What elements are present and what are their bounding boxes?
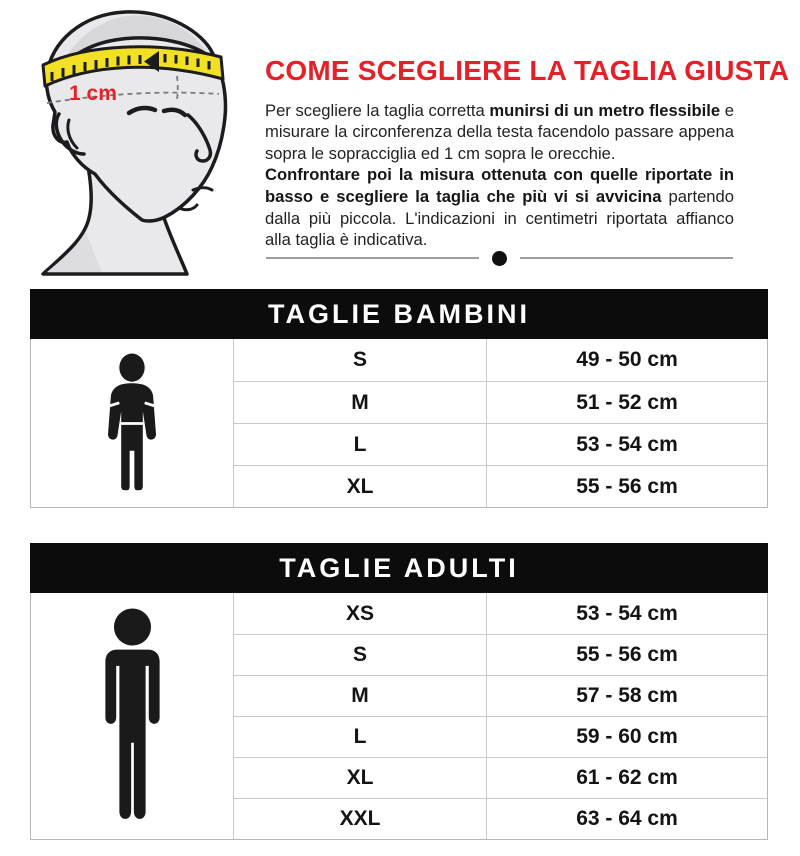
intro-p1-bold: munirsi di un metro flessibile [489,100,721,120]
table-taglie-bambini [30,289,768,508]
size-label: S [234,634,487,675]
size-label: XXL [234,798,487,839]
intro-p2-bold: Confrontare poi la misura ottenuta con quelle riportate in basso e scegliere la taglia che più vi si avvicina [265,165,734,207]
divider-line-left [266,257,479,259]
size-range: 53 - 54 cm [576,601,678,625]
size-range: 55 - 56 cm [487,465,767,507]
table-taglie-adulti [30,543,768,840]
size-label: M [234,675,487,716]
intro-paragraph-2 [265,164,734,250]
size-range: 57 - 58 cm [487,675,767,716]
size-label: M [234,381,487,423]
adult-figure-icon [31,593,234,839]
size-range: 59 - 60 cm [487,716,767,757]
child-figure-icon [31,339,234,507]
size-label: XS [234,593,487,634]
intro-section [265,55,790,251]
size-range: 53 - 54 cm [487,423,767,465]
size-label: XL [234,465,487,507]
divider-line-right [520,257,733,259]
intro-p1-text: Per scegliere la taglia corretta [265,100,490,120]
tape-label: 1 cm [69,82,117,105]
intro-p1-text2: e misurare la circonferenza della testa facendolo passare appena sopra le sopracciglia ed 1 cm sopra le orecchie. [265,100,735,163]
size-label: XL [234,757,487,798]
size-label: L [234,716,487,757]
table-header-bambini: TAGLIE BAMBINI [30,289,768,339]
head-illustration-svg [6,2,258,276]
size-range: 55 - 56 cm [487,634,767,675]
intro-p2-text: partendo dalla più piccola. L'indicazioni in centimetri riportata affianco alla taglia è indicativa. [265,187,734,250]
size-label: L [234,423,487,465]
size-range: 61 - 62 cm [487,757,767,798]
page-title: COME SCEGLIERE LA TAGLIA GIUSTA [265,55,790,86]
intro-paragraph-1 [265,100,734,165]
mouth [193,188,212,190]
table-body-bambini [30,339,768,508]
section-divider [266,250,733,266]
size-label: S [234,339,487,381]
table-header-adulti: TAGLIE ADULTI [30,543,768,593]
size-range: 63 - 64 cm [487,798,767,839]
divider-dot [492,251,507,266]
head-measurement-illustration [6,2,258,276]
table-body-adulti [30,593,768,840]
size-range: 51 - 52 cm [487,381,767,423]
size-range: 49 - 50 cm [576,348,678,371]
